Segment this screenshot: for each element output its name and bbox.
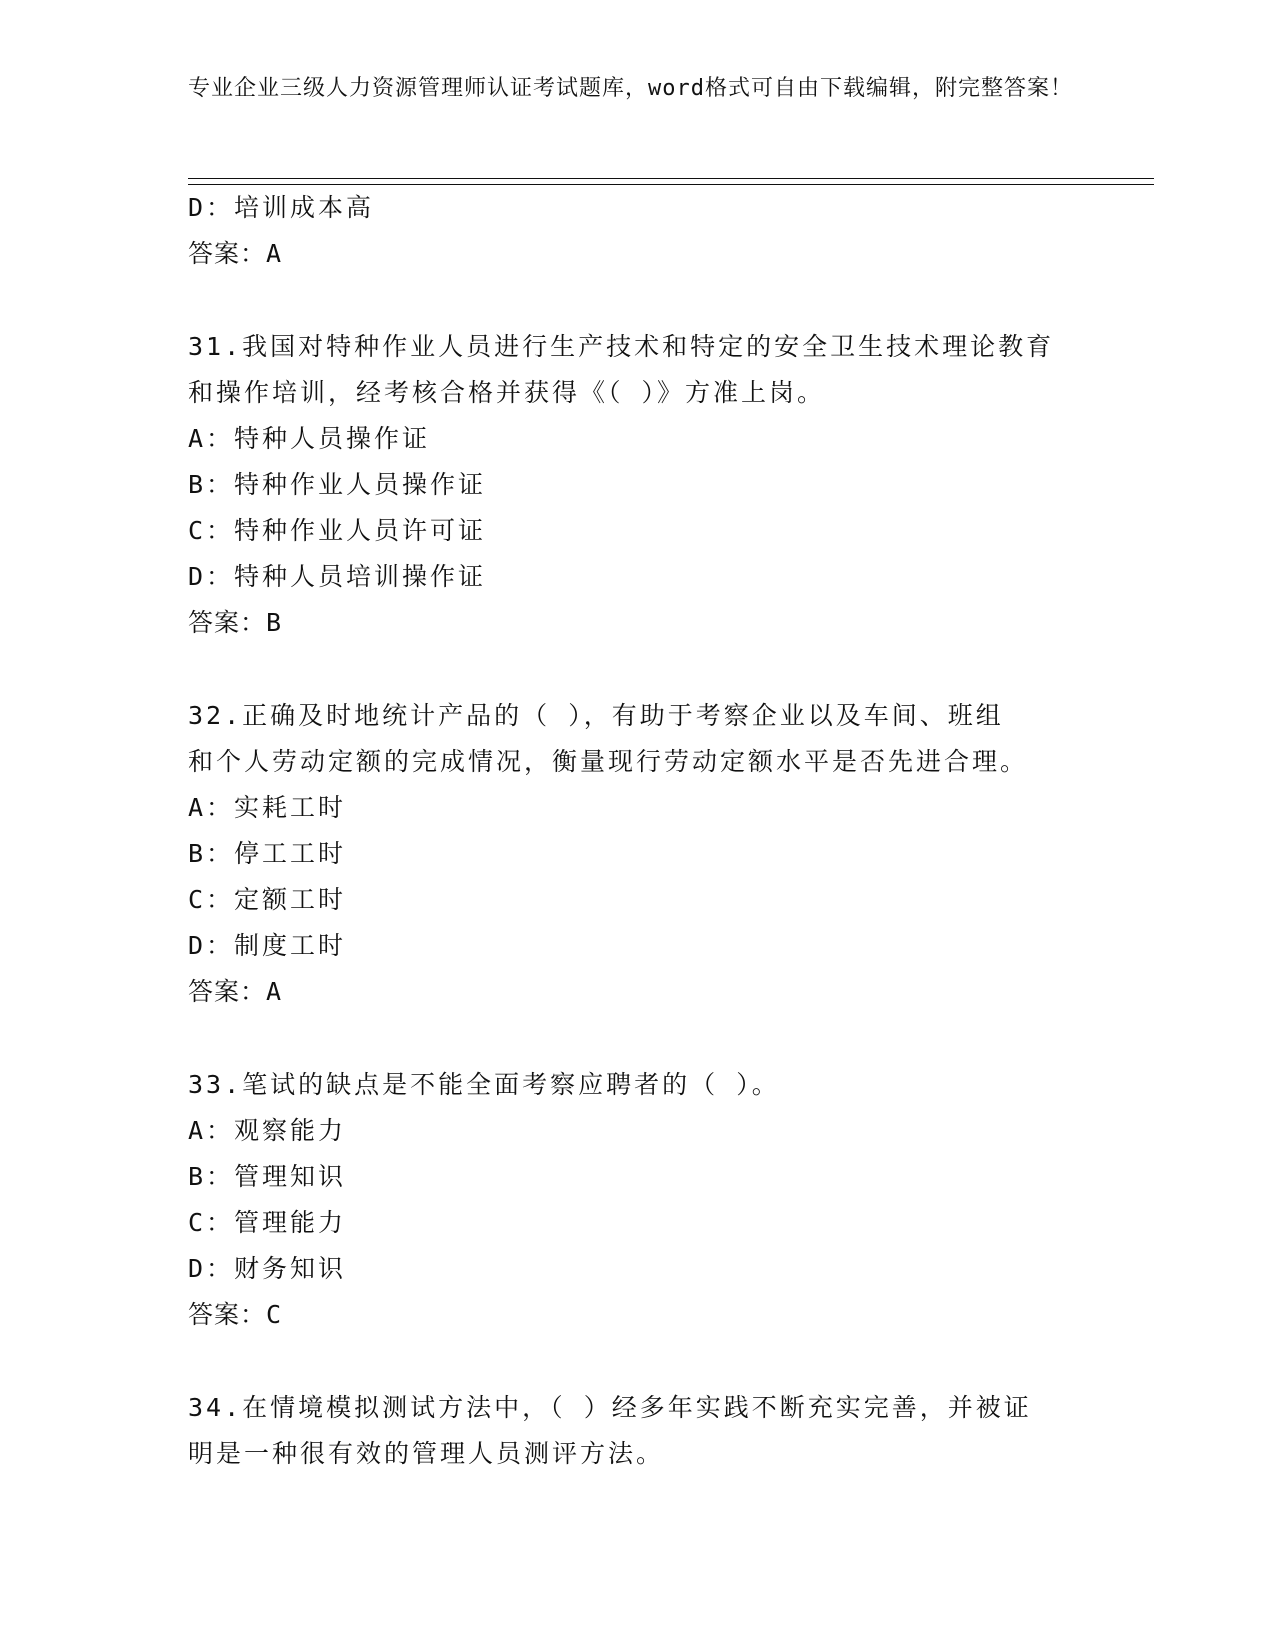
question-stem-34-cont: 明是一种很有效的管理人员测评方法。 <box>188 1439 665 1468</box>
option-a: A：实耗工时 <box>188 793 347 822</box>
question-stem-34: 34.在情境模拟测试方法中，（ ）经多年实践不断充实完善，并被证 <box>188 1393 1032 1422</box>
option-c: C：特种作业人员许可证 <box>188 516 487 545</box>
header-divider-top <box>188 178 1154 179</box>
question-stem-32: 32.正确及时地统计产品的（ ），有助于考察企业以及车间、班组 <box>188 701 1004 730</box>
option-d: D：财务知识 <box>188 1254 347 1283</box>
option-b: B：特种作业人员操作证 <box>188 470 487 499</box>
option-c: C：定额工时 <box>188 885 347 914</box>
question-list <box>188 185 1088 1477</box>
answer-line: 答案：C <box>188 1300 283 1329</box>
answer-line: 答案：B <box>188 608 283 637</box>
question-stem-33: 33.笔试的缺点是不能全面考察应聘者的（ ）。 <box>188 1070 780 1099</box>
option-a: A：特种人员操作证 <box>188 424 431 453</box>
option-d: D：培训成本高 <box>188 193 375 222</box>
answer-line: 答案：A <box>188 977 283 1006</box>
page-header: 专业企业三级人力资源管理师认证考试题库，word格式可自由下载编辑，附完整答案！ <box>188 76 1073 101</box>
question-stem-31-cont: 和操作培训，经考核合格并获得《（ ）》方准上岗。 <box>188 378 826 407</box>
option-d: D：特种人员培训操作证 <box>188 562 487 591</box>
question-stem-32-cont: 和个人劳动定额的完成情况，衡量现行劳动定额水平是否先进合理。 <box>188 747 1029 776</box>
option-d: D：制度工时 <box>188 931 347 960</box>
option-b: B：停工工时 <box>188 839 347 868</box>
question-stem-31: 31.我国对特种作业人员进行生产技术和特定的安全卫生技术理论教育 <box>188 332 1055 361</box>
answer-line: 答案：A <box>188 239 283 268</box>
option-c: C：管理能力 <box>188 1208 347 1237</box>
option-a: A：观察能力 <box>188 1116 347 1145</box>
option-b: B：管理知识 <box>188 1162 347 1191</box>
